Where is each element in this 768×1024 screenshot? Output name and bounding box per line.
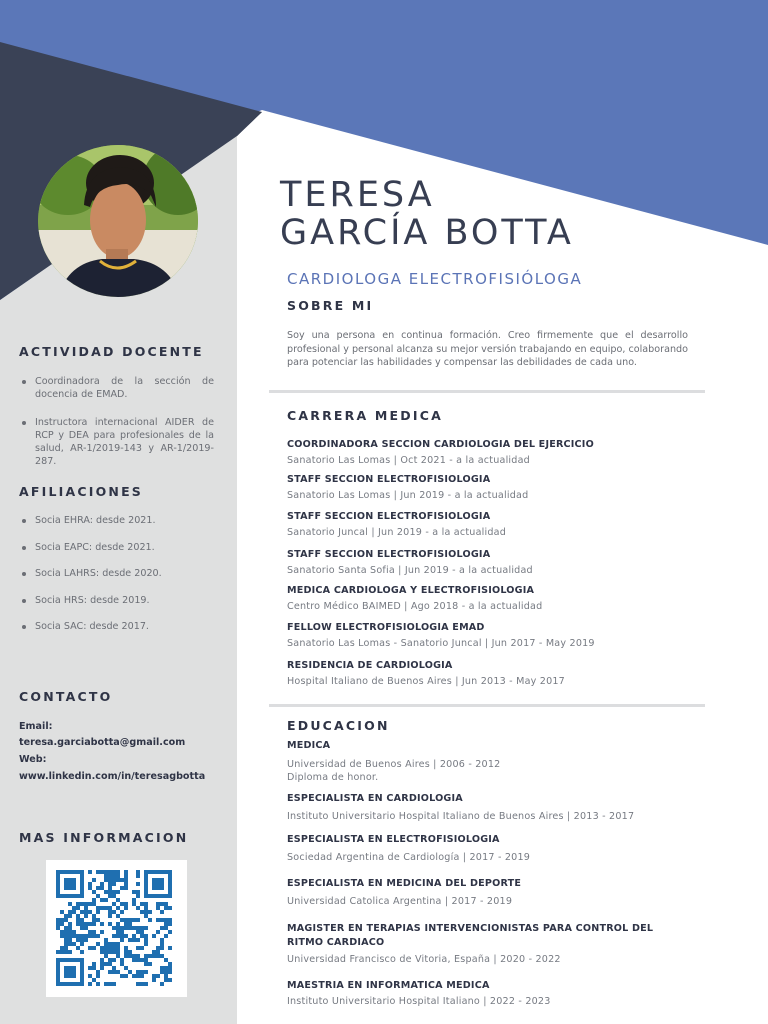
career-item-title: STAFF SECCION ELECTROFISIOLOGIA: [287, 474, 491, 485]
more-info-heading: MAS INFORMACION: [19, 830, 189, 845]
education-item-title: MAGISTER EN TERAPIAS INTERVENCIONISTAS PARA CONTROL DEL: [287, 923, 654, 934]
qr-code[interactable]: [46, 860, 187, 997]
job-title: CARDIOLOGA ELECTROFISIÓLOGA: [287, 270, 583, 288]
education-item-title: ESPECIALISTA EN CARDIOLOGIA: [287, 793, 463, 804]
education-item-note: Diploma de honor.: [287, 772, 379, 783]
career-item-title: COORDINADORA SECCION CARDIOLOGIA DEL EJERCICIO: [287, 439, 594, 450]
list-item: Instructora internacional AIDER de RCP y DEA para profesionales de la salud, AR-1/2019-143 y AR-1/2019-287.: [19, 416, 214, 468]
about-heading: SOBRE MI: [287, 298, 374, 313]
web-label: Web:: [19, 754, 47, 765]
email-link[interactable]: teresa.garciabotta@gmail.com: [19, 737, 186, 748]
teaching-heading: ACTIVIDAD DOCENTE: [19, 344, 204, 359]
web-link[interactable]: www.linkedin.com/in/teresagbotta: [19, 771, 206, 782]
career-item-title: FELLOW ELECTROFISIOLOGIA EMAD: [287, 622, 485, 633]
career-heading: CARRERA MEDICA: [287, 408, 443, 423]
career-item-detail: Centro Médico BAIMED | Ago 2018 - a la actualidad: [287, 601, 543, 612]
name-line-2: GARCÍA BOTTA: [280, 213, 574, 253]
education-item-detail: Instituto Universitario Hospital Italiano | 2022 - 2023: [287, 996, 551, 1007]
education-item-title: ESPECIALISTA EN MEDICINA DEL DEPORTE: [287, 878, 522, 889]
education-item-detail: Instituto Universitario Hospital Italiano de Buenos Aires | 2013 - 2017: [287, 811, 635, 822]
career-item-detail: Sanatorio Las Lomas | Jun 2019 - a la actualidad: [287, 490, 529, 501]
career-item-detail: Sanatorio Santa Sofia | Jun 2019 - a la actualidad: [287, 565, 533, 576]
affiliations-list: [19, 514, 214, 633]
career-item-detail: Hospital Italiano de Buenos Aires | Jun 2013 - May 2017: [287, 676, 565, 687]
career-item-title: RESIDENCIA DE CARDIOLOGIA: [287, 660, 453, 671]
about-text: Soy una persona en continua formación. Creo firmemente que el desarrollo profesional y personal alcanza su mejor versión trabajando en equipo, colaborando para potenciar las habilidades y compensar las debilidades de cada uno.: [287, 330, 688, 368]
education-heading: EDUCACION: [287, 718, 390, 733]
person-name: [280, 176, 574, 252]
education-item-detail: Sociedad Argentina de Cardiología | 2017 - 2019: [287, 852, 531, 863]
contact-heading: CONTACTO: [19, 689, 113, 704]
education-item-title: RITMO CARDIACO: [287, 937, 385, 948]
education-item-title: MEDICA: [287, 740, 331, 751]
list-item: Socia SAC: desde 2017.: [19, 620, 214, 633]
career-item-detail: Sanatorio Las Lomas | Oct 2021 - a la actualidad: [287, 455, 530, 466]
list-item: Socia EAPC: desde 2021.: [19, 541, 214, 554]
education-item-title: ESPECIALISTA EN ELECTROFISIOLOGIA: [287, 834, 500, 845]
education-item-title: MAESTRIA EN INFORMATICA MEDICA: [287, 980, 490, 991]
career-item-title: MEDICA CARDIOLOGA Y ELECTROFISIOLOGIA: [287, 585, 535, 596]
name-line-1: TERESA: [280, 175, 435, 215]
qr-code-graphic: [46, 860, 187, 997]
list-item: Socia EHRA: desde 2021.: [19, 514, 214, 527]
teaching-list: [19, 375, 214, 468]
education-item-detail: Universidad Francisco de Vitoria, España | 2020 - 2022: [287, 954, 561, 965]
career-item-detail: Sanatorio Juncal | Jun 2019 - a la actualidad: [287, 527, 507, 538]
education-item-detail: Universidad Catolica Argentina | 2017 - 2019: [287, 896, 513, 907]
career-item-title: STAFF SECCION ELECTROFISIOLOGIA: [287, 549, 491, 560]
list-item: Coordinadora de la sección de docencia de EMAD.: [19, 375, 214, 401]
email-label: Email:: [19, 721, 53, 732]
affiliations-heading: AFILIACIONES: [19, 484, 144, 499]
career-item-detail: Sanatorio Las Lomas - Sanatorio Juncal | Jun 2017 - May 2019: [287, 638, 595, 649]
profile-photo: [38, 145, 198, 297]
list-item: Socia HRS: desde 2019.: [19, 594, 214, 607]
career-item-title: STAFF SECCION ELECTROFISIOLOGIA: [287, 511, 491, 522]
divider: [269, 704, 705, 707]
divider: [269, 390, 705, 393]
education-item-detail: Universidad de Buenos Aires | 2006 - 2012: [287, 759, 501, 770]
list-item: Socia LAHRS: desde 2020.: [19, 567, 214, 580]
